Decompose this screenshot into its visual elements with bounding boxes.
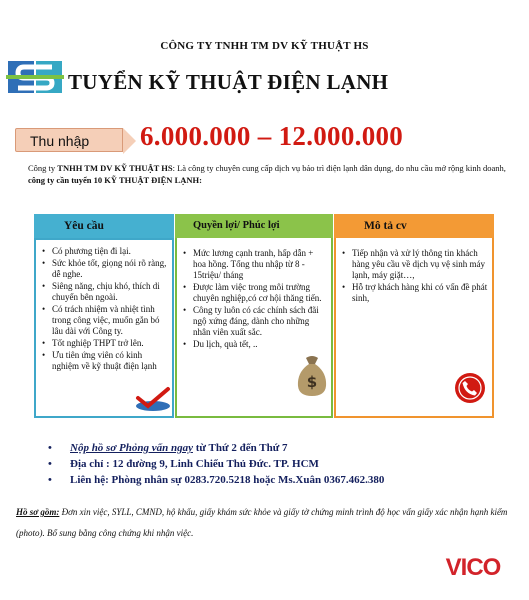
benefits-column [175,214,333,418]
description-heading: Mô tả cv [334,214,494,238]
company-header: CÔNG TY TNHH TM DV KỸ THUẬT HS [160,40,369,52]
description-column [334,214,494,418]
documents-label: Hồ sơ gồm: [16,507,60,517]
benefits-list [177,248,331,350]
contact-block [48,440,384,488]
intro-part1: Công ty [28,163,58,173]
intro-company: TNHH TM DV KỸ THUẬT HS [57,163,173,173]
phone-row: • Liên hệ: Phòng nhân sự 0283.720.5218 hoặc Ms.Xuân 0367.462.380 [48,472,384,488]
apply-rest: từ Thứ 2 đến Thứ 7 [192,442,288,454]
list-item: • Có phương tiện đi lại. [42,246,168,257]
list-item: • Ưu tiên ứng viên có kinh nghiệm về kỹ thuật điện lạnh [42,350,168,372]
brand-text: VICO [445,554,501,581]
benefits-heading: Quyền lợi/ Phúc lợi [175,214,333,238]
income-label: Thu nhập [15,128,123,152]
apply-row [48,440,384,456]
requirements-column [34,214,174,418]
list-item: • Siêng năng, chịu khó, thích di chuyển bên ngoài. [42,281,168,303]
phone-icon [454,372,486,404]
requirements-list [36,246,172,372]
salary-range: 6.000.000 – 12.000.000 [140,121,404,151]
list-item: • Du lịch, quà tết, .. [183,339,327,350]
list-item: • Có trách nhiệm và nhiệt tình trong công việc, muốn gắn bó lâu dài với Công ty. [42,304,168,337]
intro-need: công ty cần tuyển 10 KỸ THUẬT ĐIỆN LẠNH: [28,175,202,185]
list-item: • Sức khỏe tốt, giọng nói rõ ràng, dễ nghe. [42,258,168,280]
address-row: • Địa chỉ : 12 đường 9, Linh Chiểu Thủ Đức. TP. HCM [48,456,384,472]
description-list [336,248,492,304]
documents-text: Đơn xin việc, SYLL, CMND, hộ khẩu, giấy khám sức khỏe và giấy tờ chứng minh trình độ học vấn giấy xác nhận hạnh kiểm (photo). Bổ sung bằng công chứng khi nhận việc. [16,507,508,538]
documents-paragraph [16,502,516,544]
checkmark-icon [134,386,172,412]
list-item: • Được làm việc trong môi trường chuyên nghiệp,có cơ hội thăng tiến. [183,282,327,304]
requirements-heading: Yêu cầu [34,214,174,240]
list-item: • Tiếp nhận và xử lý thông tin khách hàng yêu cầu về dịch vụ vệ sinh máy lạnh, máy giặt…, [342,248,488,281]
job-title: TUYỂN KỸ THUẬT ĐIỆN LẠNH [68,70,389,94]
money-bag-icon [295,354,329,398]
apply-link[interactable]: Nộp hồ sơ Phỏng vấn ngay [70,442,193,454]
list-item: • Công ty luôn có các chính sách đãi ngộ xứng đáng, dành cho những nhân viên xuất sắc. [183,305,327,338]
list-item: • Tốt nghiệp THPT trở lên. [42,338,168,349]
svg-text:$: $ [306,373,318,391]
intro-paragraph [28,162,508,186]
list-item: • Mức lương cạnh tranh, hấp dẫn + hoa hồng. Tổng thu nhập từ 8 - 15triệu/ tháng [183,248,327,281]
company-logo [6,58,64,96]
brand-logo [438,548,508,584]
list-item: • Hỗ trợ khách hàng khi có vấn đề phát sinh, [342,282,488,304]
intro-part2: : Là công ty chuyên cung cấp dịch vụ bảo trì điện lạnh dân dụng, do nhu cầu mở rộng kinh doanh, [172,163,506,173]
